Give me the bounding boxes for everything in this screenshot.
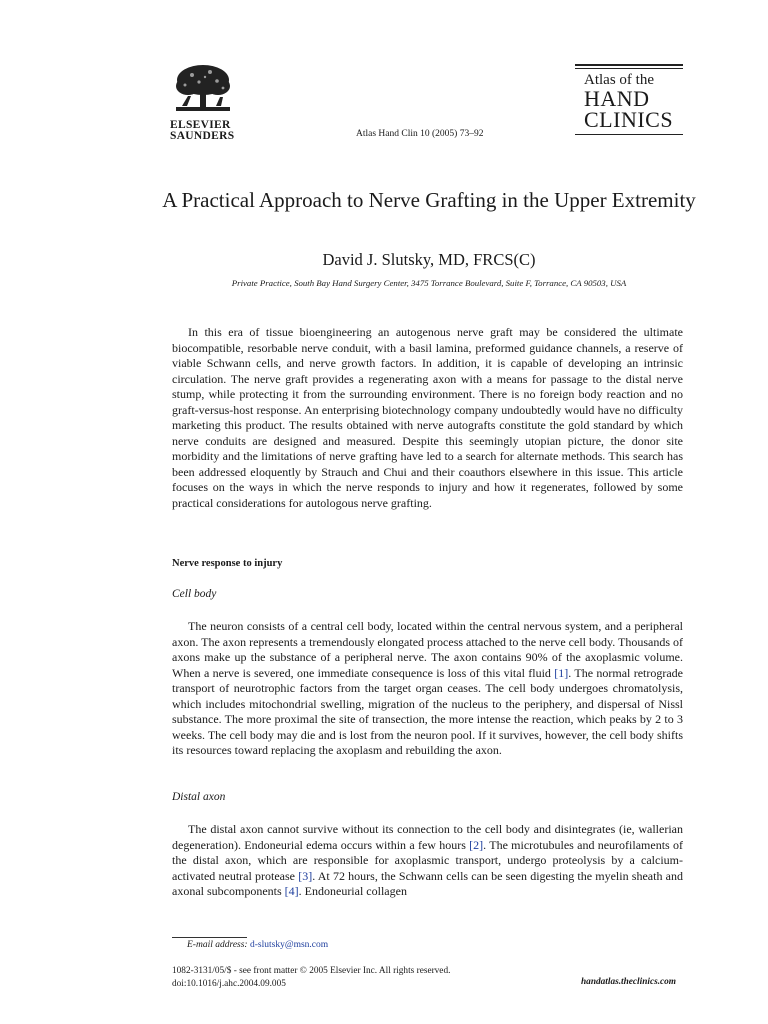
masthead-rule-top <box>575 64 683 66</box>
footnote-rule <box>172 937 247 938</box>
article-author: David J. Slutsky, MD, FRCS(C) <box>322 250 536 269</box>
reference-link-1[interactable]: [1] <box>554 665 569 680</box>
paragraph-text: The distal axon cannot survive without its connection to the cell body and disintegrates (ie, wallerian degeneration). Endoneurial edema occurs within a few hours <box>172 822 683 852</box>
publisher-logo <box>170 62 236 142</box>
masthead-line-2: HAND <box>584 86 650 111</box>
paragraph-text: . Endoneurial collagen <box>298 884 407 898</box>
section-heading: Nerve response to injury <box>172 558 283 569</box>
publisher-name: ELSEVIER <box>170 119 231 131</box>
copyright-line: 1082-3131/05/$ - see front matter © 2005 Elsevier Inc. All rights reserved. <box>172 966 451 976</box>
cell-body-paragraph <box>172 619 683 759</box>
author-affiliation: Private Practice, South Bay Hand Surgery Center, 3475 Torrance Boulevard, Suite F, Torrance, CA 90503, USA <box>231 278 627 288</box>
doi-line: doi:10.1016/j.ahc.2004.09.005 <box>172 978 286 989</box>
subsection-heading-cell-body: Cell body <box>172 588 217 600</box>
masthead-line-3: CLINICS <box>584 107 674 132</box>
paragraph-text: . At 72 hours, the Schwann cells can be seen digesting the myelin sheath and axonal subcomponents <box>172 868 683 898</box>
intro-paragraph: In this era of tissue bioengineering an autogenous nerve graft may be considered the ultimate biocompatible, resorbable nerve conduit, with a basil lamina, preformed guidance channels, a reserve of viable Schwann cells, and nerve growth factors. In addition, it is capable of developing an intrinsic circulation. The nerve graft provides a regenerating axon with a means for passage to the distal nerve stump, while protecting it from the surrounding environment. There is no foreign body reaction and no graft-versus-host response. An enterprising biotechnology company undoubtedly would have no difficulty marketing this product. The results obtained with nerve autografts constitute the gold standard by which nerve conduits are designed and measured. Despite this seemingly utopian picture, the donor site morbidity and the limitations of nerve grafting have led to a search for alternate methods. This search has been addressed eloquently by Strauch and Chui and their coauthors elsewhere in this issue. This article focuses on the ways in which the nerve responds to injury and how it regenerates, followed by some practical considerations for autologous nerve grafting. <box>172 325 683 510</box>
email-label: E-mail address: <box>187 940 248 950</box>
paragraph-text: . The normal retrograde transport of neurotrophic factors from the target organ ceases. The cell body undergoes chromatolysis, which includes mitochondrial swelling, migration of the nucleus to the periphery, and dispersal of Nissl substance. The more proximal the site of transection, the more intense the reaction, which peaks by 2 to 3 weeks. The cell body may die and is lost from the neuron pool. If it survives, however, the cell body shifts its resources toward replacing the axoplasm and rebuilding the axon. <box>172 665 684 757</box>
article-title: A Practical Approach to Nerve Grafting in the Upper Extremity <box>162 188 696 212</box>
author-email <box>187 940 328 950</box>
subsection-heading-distal-axon: Distal axon <box>172 791 226 803</box>
distal-axon-paragraph <box>172 822 683 900</box>
paragraph-text: The neuron consists of a central cell body, located within the central nervous system, and a peripheral axon. The axon represents a tremendously elongated process attached to the nerve cell body. Thousands of axons make up the substance of a peripheral nerve. The axon contains 90% of the axoplasmic volume. When a nerve is severed, one immediate consequence is loss of this vital fluid <box>172 619 683 680</box>
masthead-line-1: Atlas of the <box>584 72 654 88</box>
journal-website: handatlas.theclinics.com <box>581 977 677 987</box>
journal-citation: Atlas Hand Clin 10 (2005) 73–92 <box>356 129 484 139</box>
reference-link-3[interactable]: [3] <box>298 868 313 883</box>
elsevier-tree-icon <box>172 62 234 114</box>
email-link[interactable]: d-slutsky@msn.com <box>249 940 329 950</box>
reference-link-2[interactable]: [2] <box>469 837 484 852</box>
reference-link-4[interactable]: [4] <box>284 884 299 898</box>
publisher-imprint: SAUNDERS <box>170 130 235 142</box>
masthead-rule-bottom <box>575 134 683 135</box>
journal-masthead <box>575 64 683 135</box>
paragraph-text: . The microtubules and neurofilaments of the distal axon, which are responsible for axoplasmic transport, undergo proteolysis by a calcium-activated neutral protease <box>172 837 683 883</box>
copyright-block <box>172 965 450 990</box>
masthead-rule-second <box>575 68 683 69</box>
